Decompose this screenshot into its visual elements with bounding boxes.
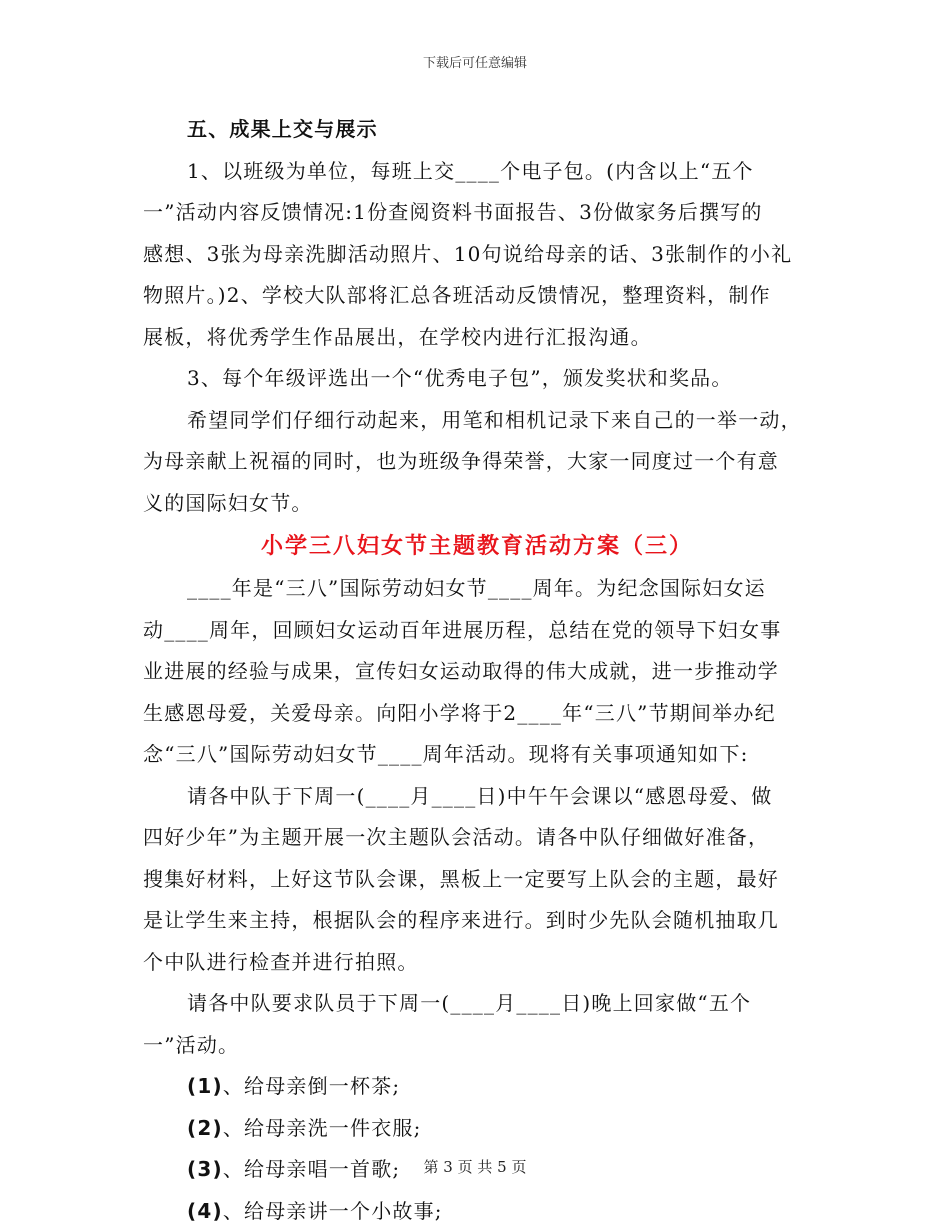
paragraph-line: 希望同学们仔细行动起来，用笔和相机记录下来自己的一举一动， (143, 400, 811, 442)
paragraph-line: 生感恩母爱，关爱母亲。向阳小学将于2____年“三八”节期间举办纪 (143, 693, 811, 735)
paragraph-line: 一”活动内容反馈情况:1份查阅资料书面报告、3份做家务后撰写的 (143, 192, 811, 234)
paragraph-line: 念“三八”国际劳动妇女节____周年活动。现将有关事项通知如下: (143, 734, 811, 776)
paragraph-line: 请各中队要求队员于下周一(____月____日)晚上回家做“五个 (143, 983, 811, 1025)
paragraph-line: 展板，将优秀学生作品展出，在学校内进行汇报沟通。 (143, 317, 811, 359)
page-footer: 第 3 页 共 5 页 (0, 1156, 950, 1177)
list-item (143, 1191, 811, 1232)
section-heading: 五、成果上交与展示 (143, 109, 811, 151)
list-item-number: (4) (187, 1199, 223, 1223)
list-item-number: (3) (187, 1157, 223, 1181)
paragraph-line: 搜集好材料，上好这节队会课，黑板上一定要写上队会的主题，最好 (143, 859, 811, 901)
paragraph-line: 业进展的经验与成果，宣传妇女运动取得的伟大成就，进一步推动学 (143, 651, 811, 693)
paragraph-line: 义的国际妇女节。 (143, 483, 811, 525)
list-item-text: 、给母亲唱一首歌; (223, 1157, 401, 1181)
list-item (143, 1066, 811, 1108)
list-item-number: (2) (187, 1116, 223, 1140)
list-item (143, 1108, 811, 1150)
list-item-number: (1) (187, 1074, 223, 1098)
paragraph-line: 感想、3张为母亲洗脚活动照片、10句说给母亲的话、3张制作的小礼 (143, 234, 811, 276)
paragraph-line: ____年是“三八”国际劳动妇女节____周年。为纪念国际妇女运 (143, 568, 811, 610)
list-item-text: 、给母亲倒一杯茶; (223, 1074, 401, 1098)
paragraph-line: 四好少年”为主题开展一次主题队会活动。请各中队仔细做好准备， (143, 817, 811, 859)
list-item-text: 、给母亲洗一件衣服; (223, 1116, 422, 1140)
paragraph-line: 是让学生来主持，根据队会的程序来进行。到时少先队会随机抽取几 (143, 900, 811, 942)
page-header: 下载后可任意编辑 (0, 52, 950, 71)
paragraph-line: 为母亲献上祝福的同时，也为班级争得荣誉，大家一同度过一个有意 (143, 441, 811, 483)
paragraph-line: 1、以班级为单位，每班上交____个电子包。(内含以上“五个 (143, 151, 811, 193)
document-body (143, 109, 811, 1232)
paragraph-line: 3、每个年级评选出一个“优秀电子包”，颁发奖状和奖品。 (143, 358, 811, 400)
document-title: 小学三八妇女节主题教育活动方案（三） (143, 524, 811, 568)
list-item-text: 、给母亲讲一个小故事; (223, 1199, 443, 1223)
paragraph-line: 个中队进行检查并进行拍照。 (143, 942, 811, 984)
paragraph-line: 动____周年，回顾妇女运动百年进展历程，总结在党的领导下妇女事 (143, 610, 811, 652)
paragraph-line: 物照片。)2、学校大队部将汇总各班活动反馈情况，整理资料，制作 (143, 275, 811, 317)
paragraph-line: 请各中队于下周一(____月____日)中午午会课以“感恩母爱、做 (143, 776, 811, 818)
paragraph-line: 一”活动。 (143, 1025, 811, 1067)
